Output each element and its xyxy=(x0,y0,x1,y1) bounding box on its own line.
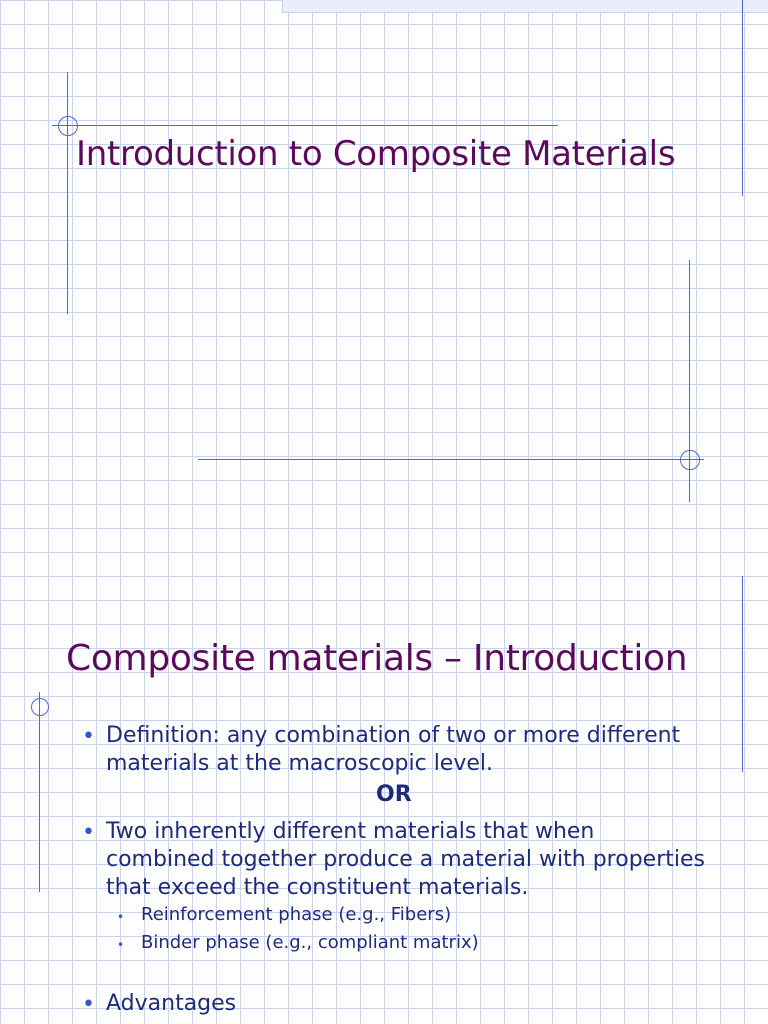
slide1-bottom-horizontal-line xyxy=(198,459,704,460)
slide2-right-edge-line xyxy=(742,576,743,772)
slide1-title: Introduction to Composite Materials xyxy=(76,134,676,174)
bullet-2-line-2: combined together produce a material with properties xyxy=(106,847,705,872)
sub-bullet-1: Reinforcement phase (e.g., Fibers) xyxy=(141,904,452,925)
or-separator: OR xyxy=(376,782,412,807)
slide1-bottom-crosshair-icon xyxy=(680,450,700,470)
bullet-advantages: Advantages xyxy=(106,991,237,1016)
slide1-right-edge-line xyxy=(742,0,743,196)
slide2-left-vertical-line xyxy=(39,692,40,892)
bullet-2-line-3: that exceed the constituent materials. xyxy=(106,875,529,900)
sub-bullet-2-marker: • xyxy=(117,938,125,952)
sub-bullet-2: Binder phase (e.g., compliant matrix) xyxy=(141,932,479,953)
slide2-crosshair-icon xyxy=(31,698,49,716)
slide1-left-vertical-line xyxy=(67,72,68,314)
bullet-3-marker: • xyxy=(82,992,95,1017)
bullet-1-marker: • xyxy=(82,724,95,749)
bullet-2-marker: • xyxy=(82,820,95,845)
slide-2 xyxy=(0,576,768,1024)
sub-bullet-1-marker: • xyxy=(117,910,125,924)
slide1-top-crosshair-icon xyxy=(58,116,78,136)
bullet-1-line-2: materials at the macroscopic level. xyxy=(106,751,493,776)
bullet-2-line-1: Two inherently different materials that when xyxy=(106,819,595,844)
slide1-top-horizontal-line xyxy=(52,125,558,126)
bullet-1-line-1: Definition: any combination of two or more different xyxy=(106,723,681,748)
slide2-title: Composite materials – Introduction xyxy=(66,638,688,679)
